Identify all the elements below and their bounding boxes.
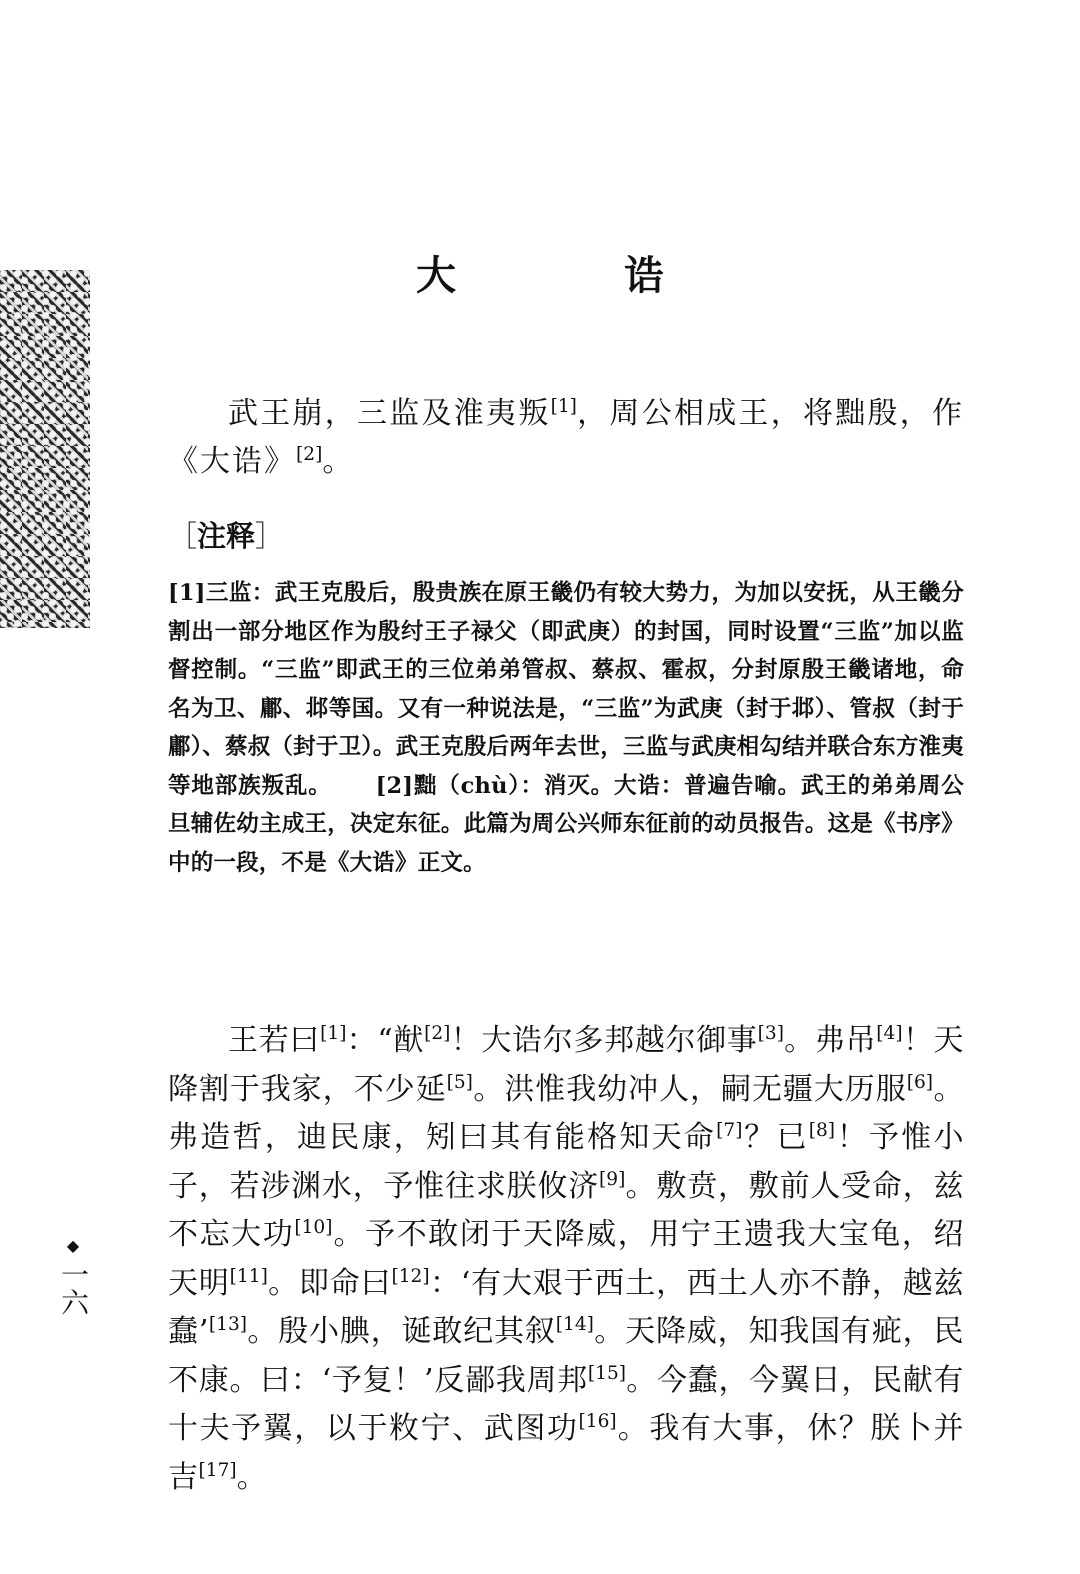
note-2: [2]黜（chù）：消灭。大诰：普遍告喻。武王的弟弟周公旦辅佐幼主成王，决定东征。此篇为周公兴师东征前的动员报告。这是《书序》中的一段，不是《大诰》正文。	[168, 772, 964, 876]
footnote-ref-1[interactable]: [1]	[550, 395, 577, 417]
footnote-ref-2[interactable]: [2]	[296, 443, 323, 465]
notes-heading-bracket-open: ［	[168, 519, 198, 553]
footnote-ref[interactable]: [16]	[578, 1410, 617, 1432]
footnote-ref[interactable]: [8]	[808, 1119, 836, 1141]
notes-heading	[168, 516, 284, 556]
main-text-segment: ：‘有大艰于西土，西土人亦不静，越兹蠢’	[168, 1265, 964, 1349]
page-title: 大 诰	[416, 252, 728, 299]
notes-body	[168, 574, 964, 882]
main-text-segment: 。敷贲，敷前人受命，兹不忘大功	[168, 1168, 965, 1252]
main-text-segment: ？已	[742, 1120, 809, 1155]
main-text-segment: 。予不敢闭于天降威，用宁王遗我大宝龟，绍天明	[168, 1217, 965, 1301]
diamond-icon: ◆	[66, 1236, 80, 1255]
preface-text: ，周公相成王，将黜殷，作《大诰》	[168, 396, 965, 479]
footnote-ref[interactable]: [3]	[757, 1022, 784, 1044]
note-1: [1]三监：武王克殷后，殷贵族在原王畿仍有较大势力，为加以安抚，从王畿分割出一部分地区作为殷纣王子禄父（即武庚）的封国，同时设置“三监”加以监督控制。“三监”即武王的三位弟弟管叔、蔡叔、霍叔，分封原殷王畿诸地，命名为卫、鄘、邶等国。又有一种说法是，“三监”为武庚（封于邶）、管叔（封于鄘）、蔡叔（封于卫）。武王克殷后两年去世，三监与武庚相勾结并联合东方淮夷等地部族叛乱。	[168, 580, 964, 799]
main-text-segment: ！予惟小子，若涉渊水，予惟往求朕攸济	[168, 1120, 965, 1204]
main-text-segment: 。天降威，知我国有疵，民不康。曰：‘予复！’反鄙我周邦	[168, 1314, 964, 1398]
preface-paragraph	[168, 390, 964, 486]
footnote-ref[interactable]: [10]	[294, 1216, 333, 1238]
page-edge-pattern	[0, 270, 90, 628]
footnote-ref[interactable]: [11]	[229, 1265, 268, 1287]
footnote-ref[interactable]: [4]	[876, 1022, 903, 1044]
main-text-segment: 。今蠢，今翼日，民献有十夫予翼，以于敉宁、武图功	[168, 1362, 964, 1446]
main-text-segment: ！大诰尔多邦越尔御事	[450, 1023, 758, 1058]
main-text-segment: 。我有大事，休？朕卜并吉	[168, 1411, 965, 1495]
main-text-segment: 。弗吊	[783, 1023, 877, 1058]
page-marker	[58, 1236, 88, 1316]
notes-heading-text: 注释	[197, 519, 256, 553]
preface-text: 。	[322, 444, 355, 479]
main-text-segment: 王若曰	[228, 1023, 321, 1058]
footnote-ref[interactable]: [9]	[599, 1168, 626, 1190]
footnote-ref[interactable]: [14]	[555, 1313, 594, 1335]
main-text-paragraph	[168, 1017, 964, 1502]
main-text-segment: ：“猷	[346, 1023, 425, 1058]
notes-heading-bracket-close: ］	[255, 519, 285, 553]
main-text-segment: 。	[236, 1459, 268, 1495]
footnote-ref[interactable]: [5]	[446, 1071, 473, 1093]
main-text-segment: ！天降割于我家，不少延	[168, 1023, 965, 1107]
footnote-ref[interactable]: [13]	[208, 1313, 248, 1335]
footnote-ref[interactable]: [1]	[320, 1022, 347, 1044]
footnote-ref[interactable]: [15]	[587, 1362, 627, 1384]
main-text-segment: 。弗造哲，迪民康，矧曰其有能格知天命	[168, 1071, 965, 1155]
page-number: 一六	[57, 1260, 90, 1316]
footnote-ref[interactable]: [2]	[424, 1022, 451, 1044]
preface-text: 武王崩，三监及淮夷叛	[228, 396, 551, 431]
footnote-ref[interactable]: [6]	[906, 1071, 934, 1093]
main-text-segment: 。殷小腆，诞敢纪其叙	[247, 1314, 556, 1349]
main-text-segment: 。洪惟我幼冲人，嗣无疆大历服	[472, 1071, 907, 1107]
main-text-segment: 。即命曰	[267, 1265, 392, 1301]
footnote-ref[interactable]: [7]	[716, 1119, 743, 1141]
footnote-ref[interactable]: [17]	[198, 1459, 237, 1481]
footnote-ref[interactable]: [12]	[391, 1265, 430, 1287]
